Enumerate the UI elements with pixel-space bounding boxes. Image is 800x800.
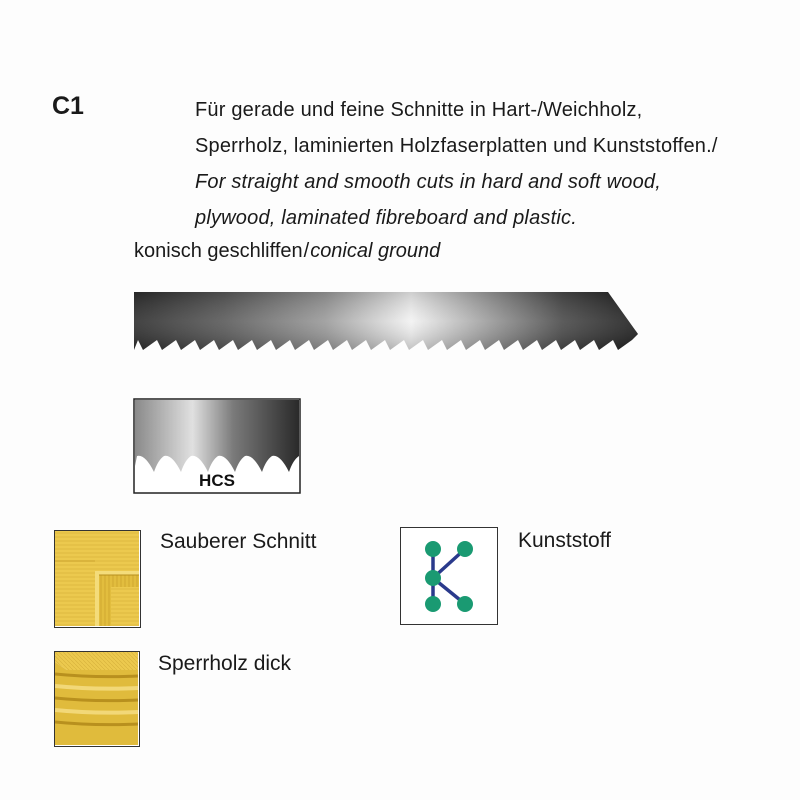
clean-cut-wood-icon — [54, 530, 141, 628]
clean-cut-label: Sauberer Schnitt — [160, 530, 317, 553]
grinding-label-de: konisch geschliffen — [134, 240, 303, 262]
grinding-label — [134, 240, 440, 263]
grinding-label-en: conical ground — [310, 240, 441, 262]
description-de-line-1: Für gerade und feine Schnitte in Hart-/Weichholz, — [195, 99, 643, 121]
plastic-label: Kunststoff — [518, 529, 612, 552]
thick-plywood-icon — [54, 651, 140, 747]
plastic-k-icon — [400, 527, 498, 625]
hcs-material-badge — [133, 398, 301, 494]
grinding-separator: / — [303, 240, 310, 262]
product-code: C1 — [52, 92, 84, 120]
saw-blade-illustration — [130, 288, 640, 358]
description-de-line-2: Sperrholz, laminierten Holzfaserplatten und Kunststoffen./ — [195, 135, 718, 157]
description-en-line-1: For straight and smooth cuts in hard and soft wood, — [195, 171, 662, 193]
product-description — [195, 92, 775, 236]
thick-plywood-label: Sperrholz dick — [158, 652, 292, 675]
hcs-badge-text: HCS — [199, 471, 235, 490]
description-en-line-2: plywood, laminated fibreboard and plastic. — [195, 207, 577, 229]
